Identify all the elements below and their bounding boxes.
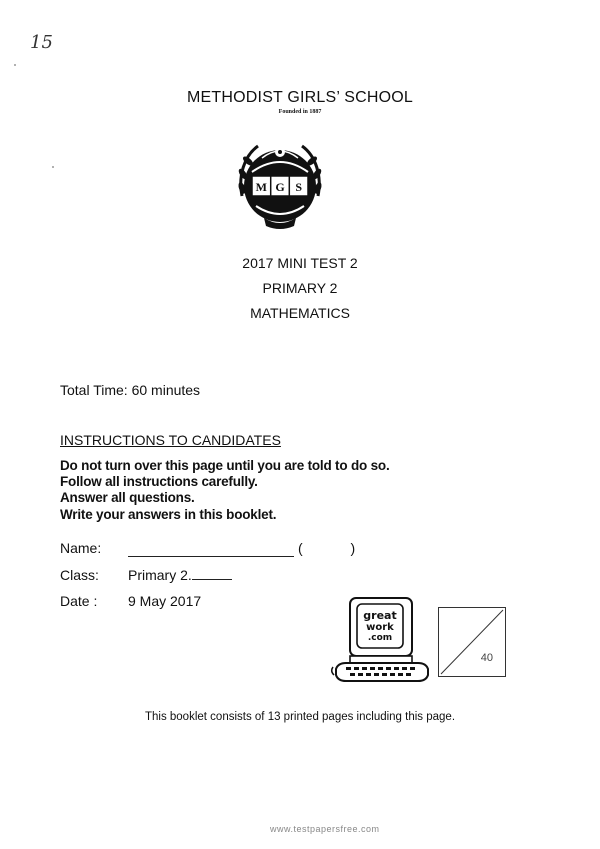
score-total: 40 [480,652,493,664]
class-label: Class: [60,567,99,583]
test-title: 2017 MINI TEST 2 [242,255,358,271]
greatwork-computer-stamp [330,595,434,685]
total-time: Total Time: 60 minutes [60,382,201,398]
crest-letter-g: G [275,180,285,194]
instruction-line: Write your answers in this booklet. [60,507,277,522]
school-name: METHODIST GIRLS’ SCHOOL [187,89,413,106]
stamp-line-1: great [363,609,397,622]
instruction-line: Follow all instructions carefully. [60,474,258,489]
instructions-heading: INSTRUCTIONS TO CANDIDATES [60,432,281,448]
date-value: 9 May 2017 [128,593,202,609]
instruction-line: Answer all questions. [60,490,195,505]
instruction-line: Do not turn over this page until you are told to do so. [60,458,390,473]
test-subject: MATHEMATICS [250,305,350,321]
scan-speck [14,64,16,66]
name-field[interactable] [128,556,294,557]
page-count-note: This booklet consists of 13 printed pages including this page. [144,711,456,723]
register-number-field[interactable]: ( ) [298,540,378,556]
class-value: Primary 2. [128,567,192,583]
crest-letter-s: S [295,180,303,194]
date-label: Date : [60,593,98,609]
test-level: PRIMARY 2 [262,280,338,296]
stamp-line-2: work [366,622,394,633]
crest-letter-m: M [255,180,267,194]
class-blank-line [192,567,232,580]
school-crest-logo [234,136,326,232]
source-watermark: www.testpapersfree.com [270,824,380,834]
class-field[interactable] [128,567,232,583]
name-label: Name: [60,540,102,556]
founded-year: Founded in 1887 [278,109,322,115]
score-box [438,607,506,677]
scan-speck [52,166,54,168]
page-number-handwritten: 15 [30,32,53,53]
score-diagonal [439,608,505,676]
stamp-line-3: .com [367,633,393,643]
